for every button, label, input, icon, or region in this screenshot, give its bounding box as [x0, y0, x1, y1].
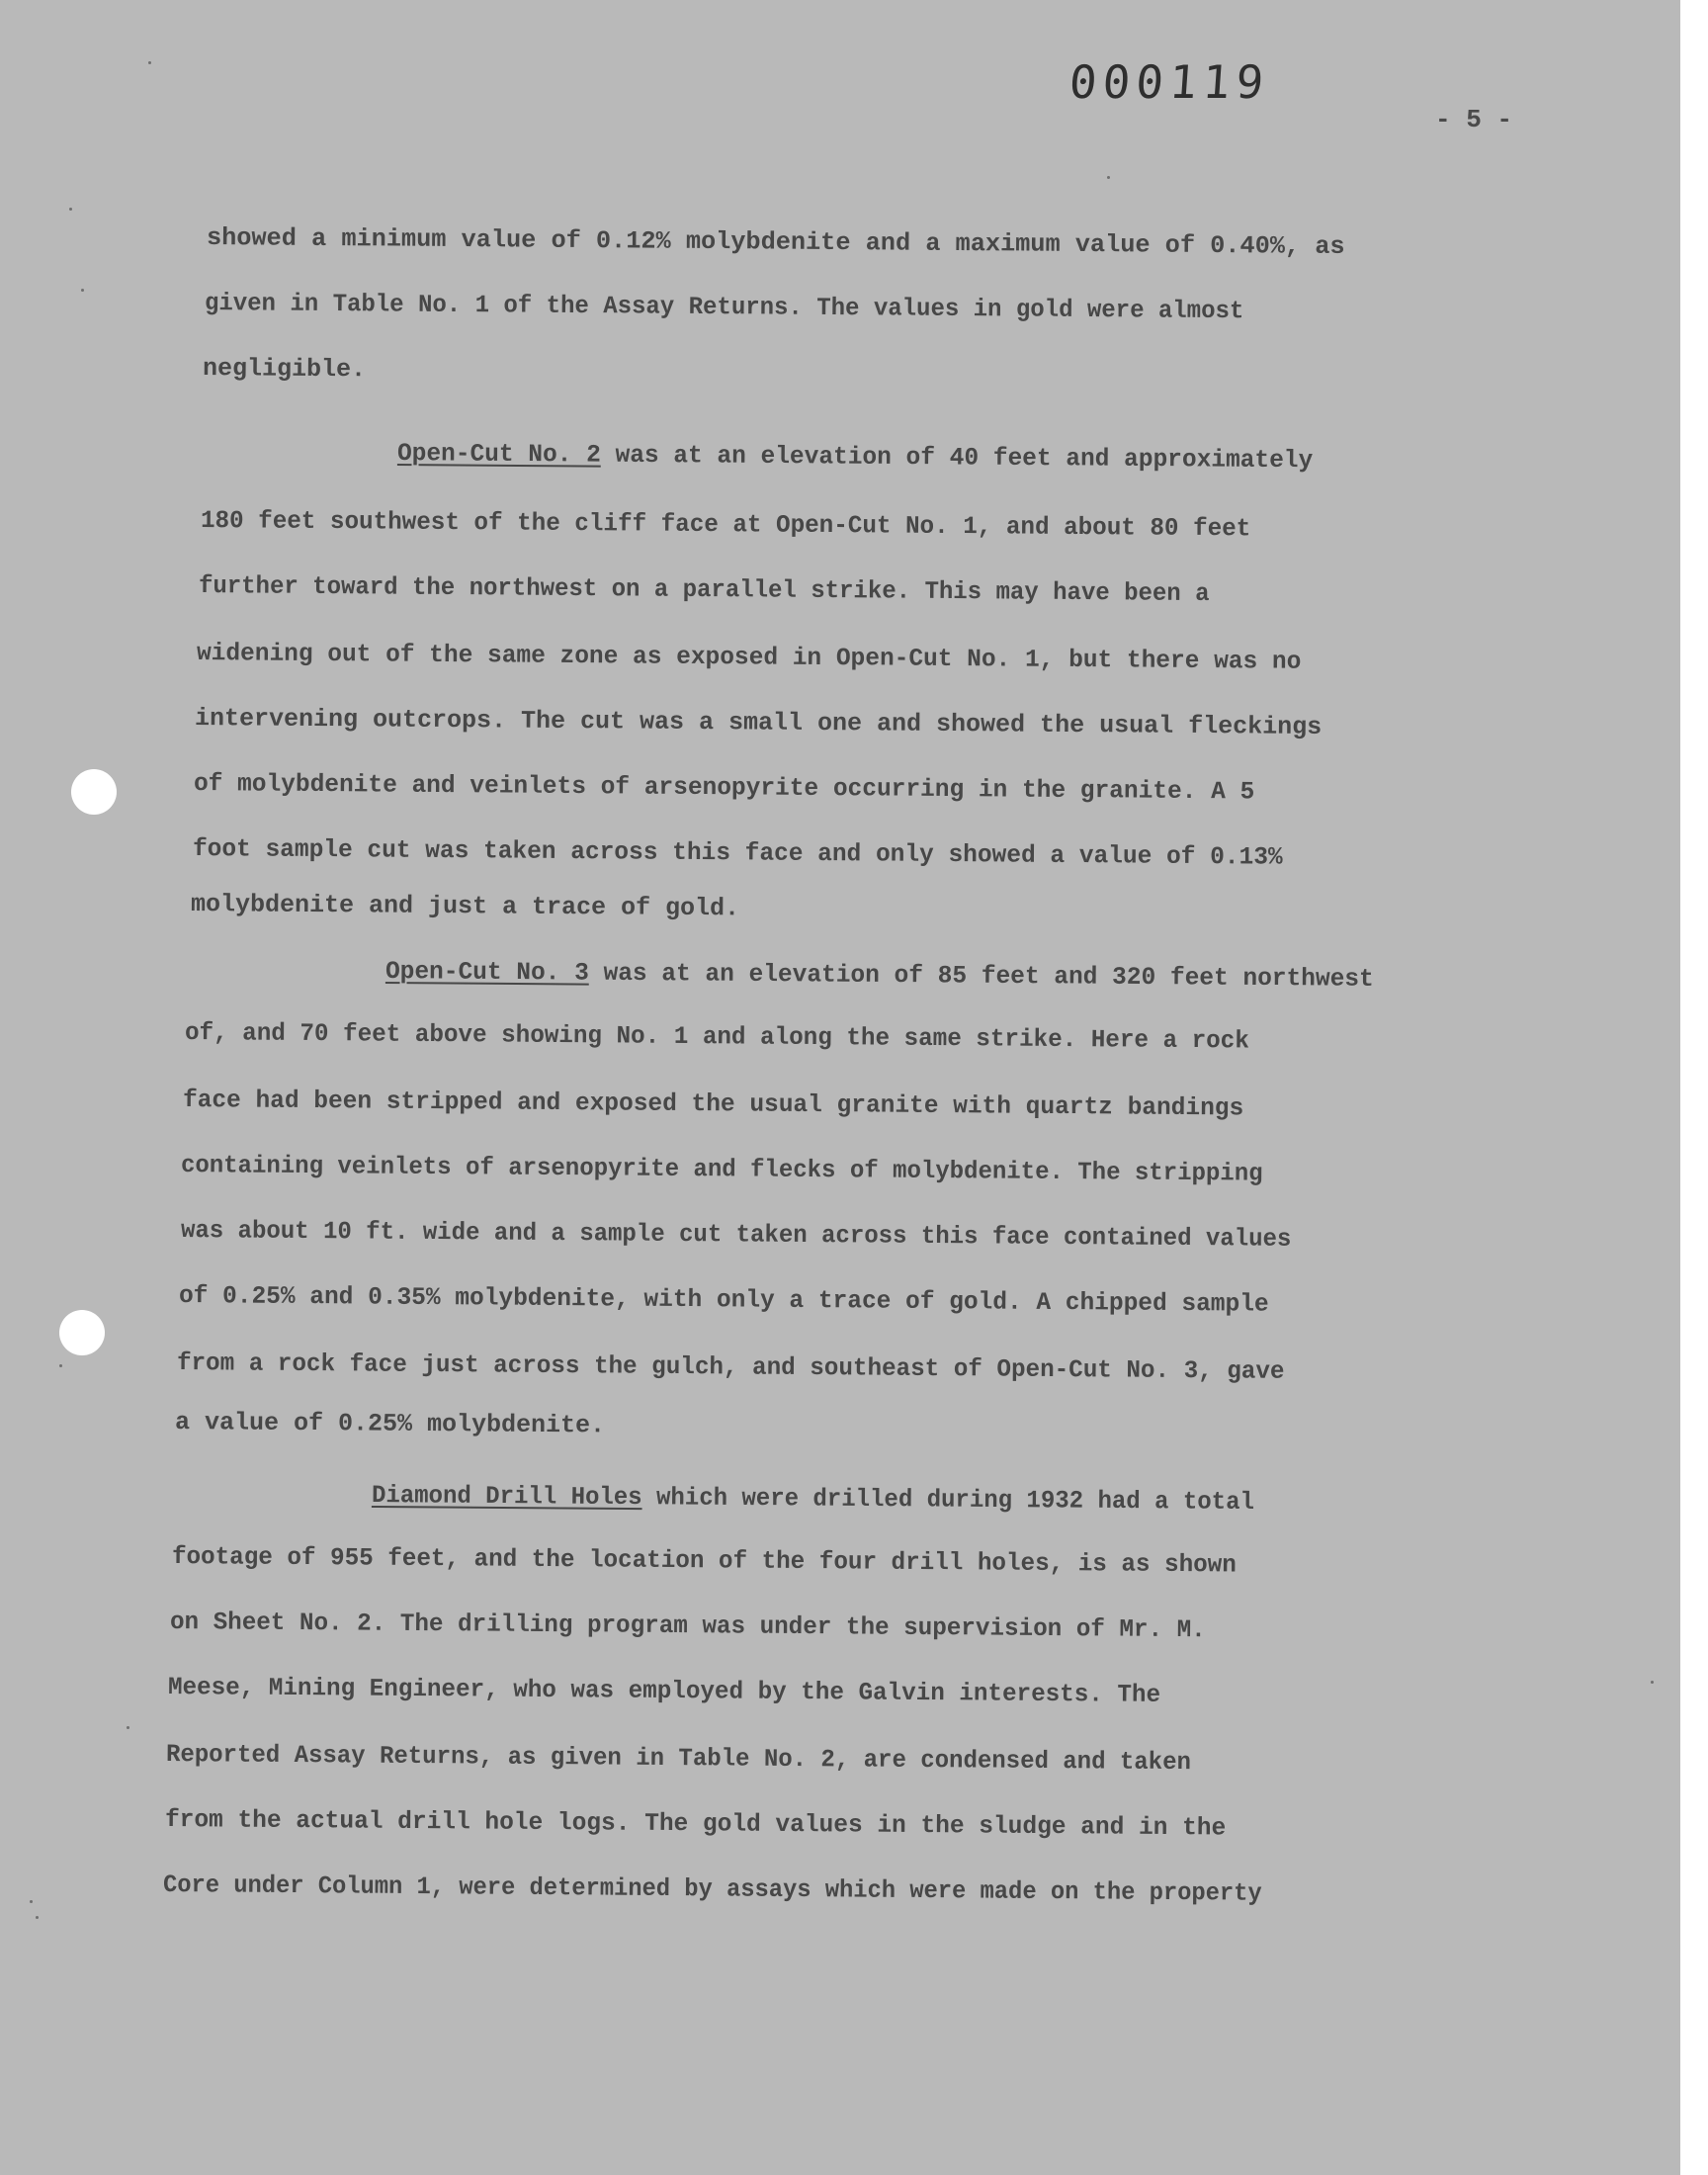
page-number: - 5 - — [1435, 105, 1513, 134]
text-line: on Sheet No. 2. The drilling program was under the supervision of Mr. M. — [169, 1608, 1206, 1645]
text-line: intervening outcrops. The cut was a small one and showed the usual fleckings — [194, 704, 1323, 741]
text-line: foot sample cut was taken across this face and only showed a value of 0.13% — [192, 834, 1283, 872]
text-line: from the actual drill hole logs. The gold values in the sludge and in the — [164, 1805, 1227, 1843]
text-line: of 0.25% and 0.35% molybdenite, with only a trace of gold. A chipped sample — [178, 1281, 1269, 1319]
scan-speck — [148, 61, 151, 64]
text-line-remainder: was at an elevation of 85 feet and 320 feet northwest — [588, 958, 1374, 994]
text-line: a value of 0.25% molybdenite. — [174, 1408, 606, 1440]
text-line: from a rock face just across the gulch, and southeast of Open-Cut No. 3, gave — [176, 1348, 1285, 1386]
text-line: showed a minimum value of 0.12% molybdenite and a maximum value of 0.40%, as — [206, 223, 1345, 262]
document-stamp-number: 000119 — [1068, 55, 1272, 109]
scan-speck — [59, 1364, 62, 1367]
text-line: negligible. — [202, 354, 367, 385]
text-line: given in Table No. 1 of the Assay Returns. The values in gold were almost — [204, 289, 1244, 326]
text-line-with-heading — [372, 1481, 1254, 1517]
text-line: 180 feet southwest of the cliff face at Open-Cut No. 1, and about 80 feet — [200, 506, 1251, 544]
punch-hole — [59, 1310, 105, 1355]
scan-speck — [1107, 176, 1110, 179]
text-line: containing veinlets of arsenopyrite and flecks of molybdenite. The stripping — [180, 1151, 1263, 1188]
scan-speck — [127, 1726, 129, 1729]
text-line: footage of 955 feet, and the location of the four drill holes, is as shown — [171, 1542, 1237, 1580]
text-line: widening out of the same zone as exposed in Open-Cut No. 1, but there was no — [196, 639, 1302, 676]
punch-hole — [71, 769, 117, 815]
scan-margin — [1680, 0, 1708, 2175]
section-heading-diamond-drill-holes: Diamond Drill Holes — [371, 1481, 642, 1513]
text-line: Reported Assay Returns, as given in Table No. 2, are condensed and taken — [165, 1740, 1192, 1778]
text-line-with-heading — [385, 957, 1374, 994]
text-line: Core under Column 1, were determined by assays which were made on the property — [162, 1870, 1262, 1908]
text-line: of, and 70 feet above showing No. 1 and along the same strike. Here a rock — [184, 1018, 1249, 1056]
scan-speck — [81, 289, 84, 292]
text-line: of molybdenite and veinlets of arsenopyrite occurring in the granite. A 5 — [193, 769, 1255, 807]
section-heading-open-cut-3: Open-Cut No. 3 — [384, 957, 589, 988]
text-line: was about 10 ft. wide and a sample cut taken across this face contained values — [180, 1216, 1292, 1254]
text-line: further toward the northwest on a parallel strike. This may have been a — [198, 571, 1210, 609]
text-line: Meese, Mining Engineer, who was employed by the Galvin interests. The — [167, 1673, 1161, 1709]
scan-speck — [36, 1916, 39, 1919]
text-line: molybdenite and just a trace of gold. — [190, 890, 740, 923]
section-heading-open-cut-2: Open-Cut No. 2 — [396, 439, 601, 470]
scan-speck — [30, 1900, 33, 1903]
text-line: face had been stripped and exposed the usual granite with quartz bandings — [182, 1086, 1244, 1123]
scan-speck — [1651, 1681, 1654, 1684]
text-line-remainder: which were drilled during 1932 had a total — [641, 1483, 1255, 1518]
scan-speck — [69, 208, 72, 211]
text-line-remainder: was at an elevation of 40 feet and approximately — [600, 440, 1314, 476]
text-line-with-heading — [397, 439, 1313, 475]
